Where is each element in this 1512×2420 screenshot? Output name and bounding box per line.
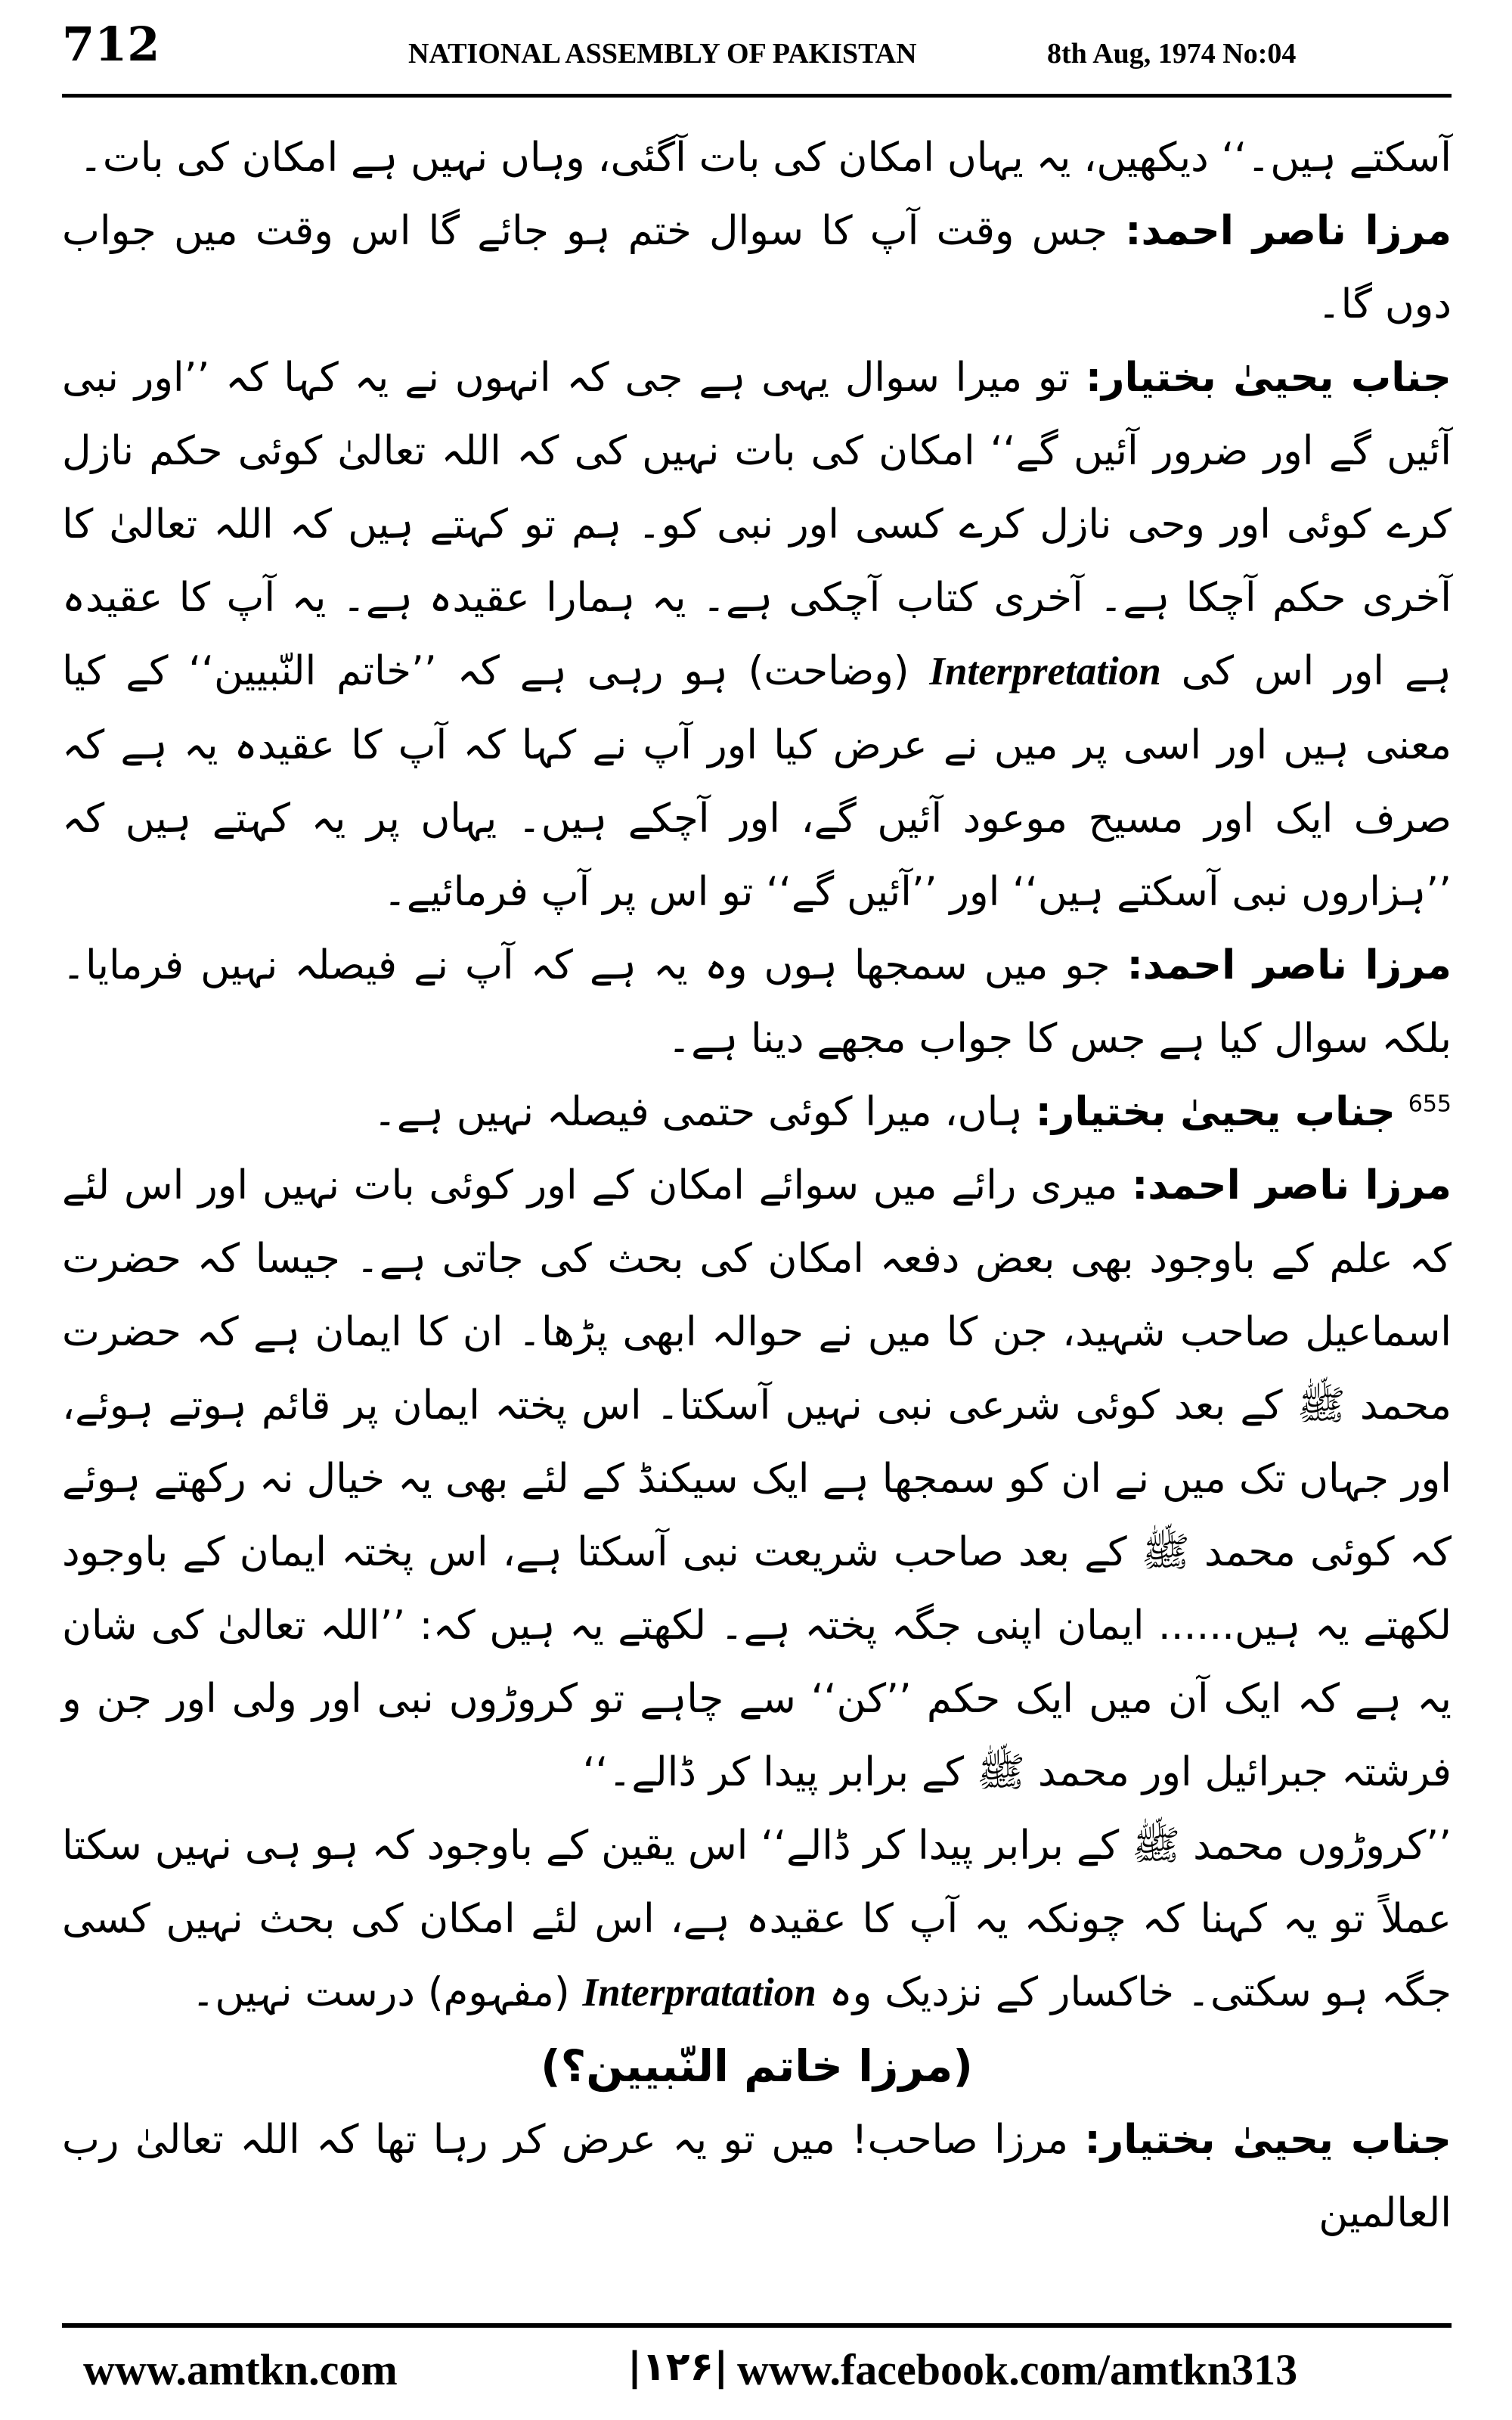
speaker-name: مرزا ناصر احمد: [1125,208,1452,254]
section-heading: (مرزا خاتم النّبیین؟) [541,2040,973,2092]
page-header [0,0,1512,106]
english-term: Interpretation [929,650,1161,693]
paragraph [62,1075,1452,1149]
website-link[interactable]: www.amtkn.com [83,2345,398,2394]
header-date-issue: 8th Aug, 1974 No:04 [1047,38,1297,70]
english-term: Interpratation [582,1971,816,2015]
page-number: 712 [62,17,160,72]
paragraph-text: ’’کروڑوں محمد ﷺ کے برابر پیدا کر ڈالے‘‘ اس یقین کے باوجود کہ ہو ہی نہیں سکتا عملاً تو یہ کہنا کہ چونکہ یہ آپ کا عقیدہ ہے، اس لئے امکان کی بحث نہیں کسی جگہ ہو سکتی۔ خاکسار کے نزدیک وہ [62,1823,1452,2015]
paragraph-text: جس وقت آپ کا سوال ختم ہو جائے گا اس وقت میں جواب دوں گا۔ [62,208,1452,327]
paragraph-text: جو میں سمجھا ہوں وہ یہ ہے کہ آپ نے فیصلہ نہیں فرمایا۔ بلکہ سوال کیا ہے جس کا جواب مجھے دینا ہے۔ [62,942,1452,1062]
paragraph-text: (وضاحت) ہو رہی ہے کہ ’’خاتم النّبیین‘‘ کے کیا معنی ہیں اور اسی پر میں نے عرض کیا اور آپ نے کہا کہ آپ کا عقیدہ یہ ہے کہ صرف ایک اور مسیح موعود آئیں گے، اور آچکے ہیں۔ یہاں پر یہ کہتے ہیں کہ ’’ہزاروں نبی آسکتے ہیں‘‘ اور ’’آئیں گے‘‘ تو اس پر آپ فرمائیے۔ [62,648,1452,915]
document-body [62,121,1452,2250]
paragraph-text: تو میرا سوال یہی ہے جی کہ انہوں نے یہ کہا کہ ’’اور نبی آئیں گے اور ضرور آئیں گے‘‘ امکان کی بات نہیں کی کہ اللہ تعالیٰ کوئی حکم نازل کرے کوئی اور وحی نازل کرے کسی اور نبی کو۔ ہم تو کہتے ہیں کہ اللہ تعالیٰ کا آخری حکم آچکا ہے۔ آخری کتاب آچکی ہے۔ یہ ہمارا عقیدہ ہے۔ یہ آپ کا عقیدہ ہے اور اس کی [62,355,1452,694]
speaker-name: مرزا ناصر احمد: [1132,1162,1452,1208]
paragraph [62,121,1452,194]
speaker-name: مرزا ناصر احمد: [1126,942,1452,988]
paragraph-text: آسکتے ہیں۔‘‘ دیکھیں، یہ یہاں امکان کی بات آگئی، وہاں نہیں ہے امکان کی بات۔ [79,135,1452,181]
paragraph-text: (مفہوم) درست نہیں۔ [191,1969,570,2015]
facebook-link[interactable]: www.facebook.com/amtkn313 [737,2345,1298,2394]
page-footer [0,2344,1512,2405]
paragraph [62,341,1452,929]
paragraph [62,194,1452,341]
speaker-name: جناب یحییٰ بختیار: [1084,2117,1452,2163]
paragraph-text: میری رائے میں سوائے امکان کے اور کوئی بات نہیں اور اس لئے کہ علم کے باوجود بھی بعض دفعہ امکان کی بحث کی جاتی ہے۔ جیسا کہ حضرت اسماعیل صاحب شہید، جن کا میں نے حوالہ ابھی پڑھا۔ ان کا ایمان ہے کہ حضرت محمد ﷺ کے بعد کوئی شرعی نبی نہیں آسکتا۔ اس پختہ ایمان پر قائم ہوتے ہوئے، اور جہاں تک میں نے ان کو سمجھا ہے ایک سیکنڈ کے لئے بھی یہ خیال نہ رکھتے ہوئے کہ کوئی محمد ﷺ کے بعد صاحب شریعت نبی آسکتا ہے، اس پختہ ایمان کے باوجود لکھتے یہ ہیں...... ایمان اپنی جگہ پختہ ہے۔ لکھتے یہ ہیں کہ: ’’اللہ تعالیٰ کی شان یہ ہے کہ ایک آن میں ایک حکم ’’کن‘‘ سے چاہے تو کروڑوں نبی اور ولی اور جن و فرشتہ جبرائیل اور محمد ﷺ کے برابر پیدا کر ڈالے۔‘‘ [62,1162,1452,1795]
speaker-name: جناب یحییٰ بختیار: [1035,1089,1396,1135]
paragraph [62,1809,1452,2030]
paragraph [62,1149,1452,1809]
reference-number: 655 [1408,1091,1452,1118]
footer-page-label: |۱۲۶| [627,2344,729,2390]
header-divider [62,94,1452,98]
speaker-name: جناب یحییٰ بختیار: [1085,355,1452,401]
paragraph-text: مرزا صاحب! میں تو یہ عرض کر رہا تھا کہ اللہ تعالیٰ رب العالمین [62,2117,1452,2236]
paragraph [62,2103,1452,2250]
footer-divider [62,2323,1452,2328]
header-title: NATIONAL ASSEMBLY OF PAKISTAN [408,38,917,70]
paragraph [62,929,1452,1075]
paragraph-text: ہاں، میرا کوئی حتمی فیصلہ نہیں ہے۔ [373,1089,1023,1135]
